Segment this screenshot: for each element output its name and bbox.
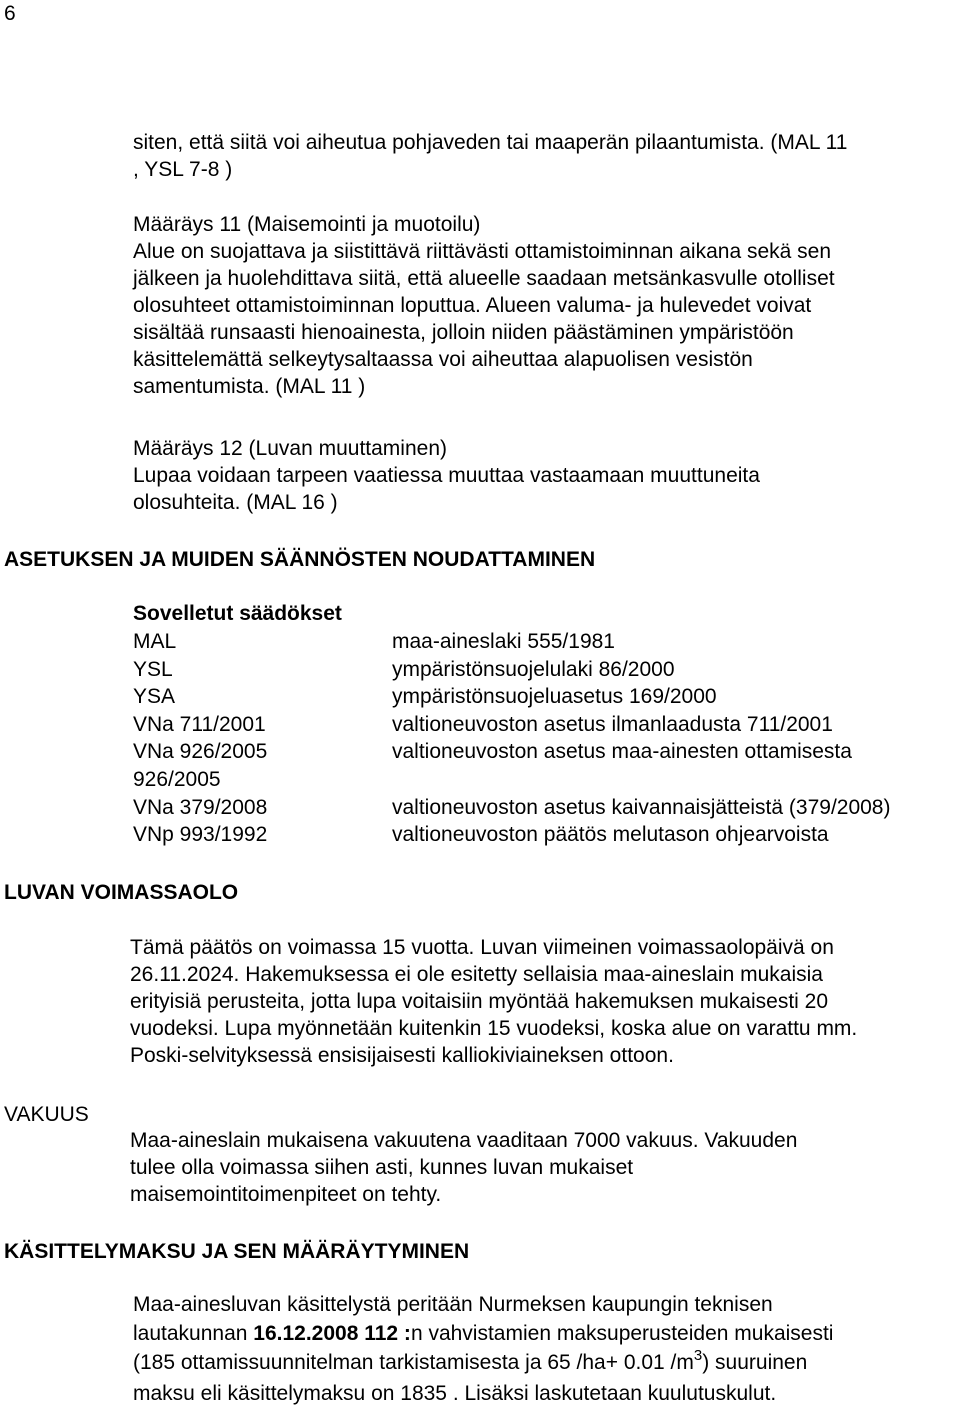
heading-voimassaolo: LUVAN VOIMASSAOLO: [4, 881, 239, 904]
maarays-12-paragraph: [133, 435, 953, 516]
text-fragment: n vahvistamien maksuperusteiden mukaisesti: [410, 1322, 834, 1345]
vakuus-paragraph: [130, 1127, 956, 1208]
regulation-code: VNa 379/2008: [133, 795, 268, 819]
text-line: 26.11.2024. Hakemuksessa ei ole esitetty sellaisia maa-aineslain mukaisia: [130, 963, 823, 986]
text-line: Poski-selvityksessä ensisijaisesti kalliokiviaineksen ottoon.: [130, 1044, 674, 1067]
regulation-row: [133, 711, 960, 739]
regulation-row: [133, 683, 960, 711]
heading-asetukset: ASETUKSEN JA MUIDEN SÄÄNNÖSTEN NOUDATTAMINEN: [4, 548, 596, 571]
regulation-code: VNa 926/2005: [133, 740, 268, 764]
regulation-description: ympäristönsuojelulaki 86/2000: [392, 657, 675, 681]
intro-paragraph: [133, 129, 953, 183]
section-subtitle: Määräys 12 (Luvan muuttaminen): [133, 437, 447, 460]
superscript: 3: [693, 1347, 703, 1364]
text-line: käsittelemättä selkeytysaltaassa voi aiheuttaa alapuolisen vesistön: [133, 348, 753, 371]
decision-reference: 16.12.2008 112 :: [253, 1322, 411, 1345]
regulations-table: [133, 600, 960, 849]
text-fragment: (185 ottamissuunnitelman tarkistamisesta ja 65 /ha+ 0.01 /m: [133, 1351, 694, 1374]
text-line: Alue on suojattava ja siistittävä riittävästi ottamistoiminnan aikana sekä sen: [133, 240, 832, 263]
text-line: sisältää runsaasti hienoainesta, jolloin niiden päästäminen ympäristöön: [133, 321, 794, 344]
text-line: Maa-aineslain mukaisena vakuutena vaaditaan 7000 vakuus. Vakuuden: [130, 1129, 798, 1152]
text-line: maksu eli käsittelymaksu on 1835 . Lisäksi laskutetaan kuulutuskulut.: [133, 1382, 777, 1405]
text-line: olosuhteita. (MAL 16 ): [133, 491, 338, 514]
regulation-description: valtioneuvoston asetus kaivannaisjätteistä (379/2008): [392, 795, 891, 819]
text-line: [133, 1319, 953, 1348]
text-line: olosuhteet ottamistoiminnan loputtua. Alueen valuma- ja hulevedet voivat: [133, 294, 812, 317]
text-line: Lupaa voidaan tarpeen vaatiessa muuttaa vastaamaan muuttuneita: [133, 464, 760, 487]
section-subtitle: Määräys 11 (Maisemointi ja muotoilu): [133, 213, 481, 236]
regulation-row: [133, 766, 960, 794]
regulation-description: valtioneuvoston asetus maa-ainesten ottamisesta: [392, 740, 852, 764]
text-line: Maa-ainesluvan käsittelystä peritään Nurmeksen kaupungin teknisen: [133, 1293, 773, 1316]
text-line: Tämä päätös on voimassa 15 vuotta. Luvan viimeinen voimassaolopäivä on: [130, 936, 834, 959]
text-line: , YSL 7-8 ): [133, 158, 233, 181]
page-number: 6: [4, 2, 16, 25]
regulation-code: 926/2005: [133, 767, 221, 791]
voimassaolo-paragraph: [130, 934, 956, 1069]
regulation-row: [133, 821, 960, 849]
text-line: [133, 1348, 953, 1379]
text-fragment: ) suuruinen: [702, 1351, 808, 1374]
text-line: maisemointitoimenpiteet on tehty.: [130, 1183, 442, 1206]
heading-vakuus: VAKUUS: [4, 1103, 89, 1126]
regulation-code: YSA: [133, 685, 176, 709]
regulation-description: [392, 766, 960, 794]
text-line: tulee olla voimassa siihen asti, kunnes luvan mukaiset: [130, 1156, 634, 1179]
heading-kasittelymaksu: KÄSITTELYMAKSU JA SEN MÄÄRÄYTYMINEN: [4, 1240, 470, 1263]
regulation-description: ympäristönsuojeluasetus 169/2000: [392, 685, 717, 709]
regulation-description: valtioneuvoston päätös melutason ohjearvoista: [392, 823, 829, 847]
text-line: samentumista. (MAL 11 ): [133, 375, 366, 398]
regulation-description: maa-aineslaki 555/1981: [392, 630, 615, 653]
regulation-code: MAL: [133, 630, 177, 653]
regulation-code: YSL: [133, 657, 173, 681]
regulation-code: VNa 711/2001: [133, 712, 266, 736]
regulation-row: [133, 794, 960, 822]
regulation-row: [133, 738, 960, 766]
text-fragment: lautakunnan: [133, 1322, 254, 1345]
regulation-code: VNp 993/1992: [133, 823, 268, 847]
text-line: vuodeksi. Lupa myönnetään kuitenkin 15 vuodeksi, koska alue on varattu mm.: [130, 1017, 858, 1040]
text-line: siten, että siitä voi aiheutua pohjaveden tai maaperän pilaantumista. (MAL 11: [133, 131, 848, 154]
regulation-row: [133, 628, 960, 656]
regulation-description: valtioneuvoston asetus ilmanlaadusta 711/2001: [392, 712, 833, 736]
regulation-row: [133, 656, 960, 684]
maksu-paragraph: [133, 1290, 953, 1408]
text-line: jälkeen ja huolehdittava siitä, että alueelle saadaan metsänkasvulle otolliset: [133, 267, 835, 290]
regulations-title: Sovelletut säädökset: [133, 602, 342, 625]
text-line: erityisiä perusteita, jotta lupa voitaisiin myöntää hakemuksen mukaisesti 20: [130, 990, 829, 1013]
maarays-11-paragraph: [133, 211, 953, 400]
